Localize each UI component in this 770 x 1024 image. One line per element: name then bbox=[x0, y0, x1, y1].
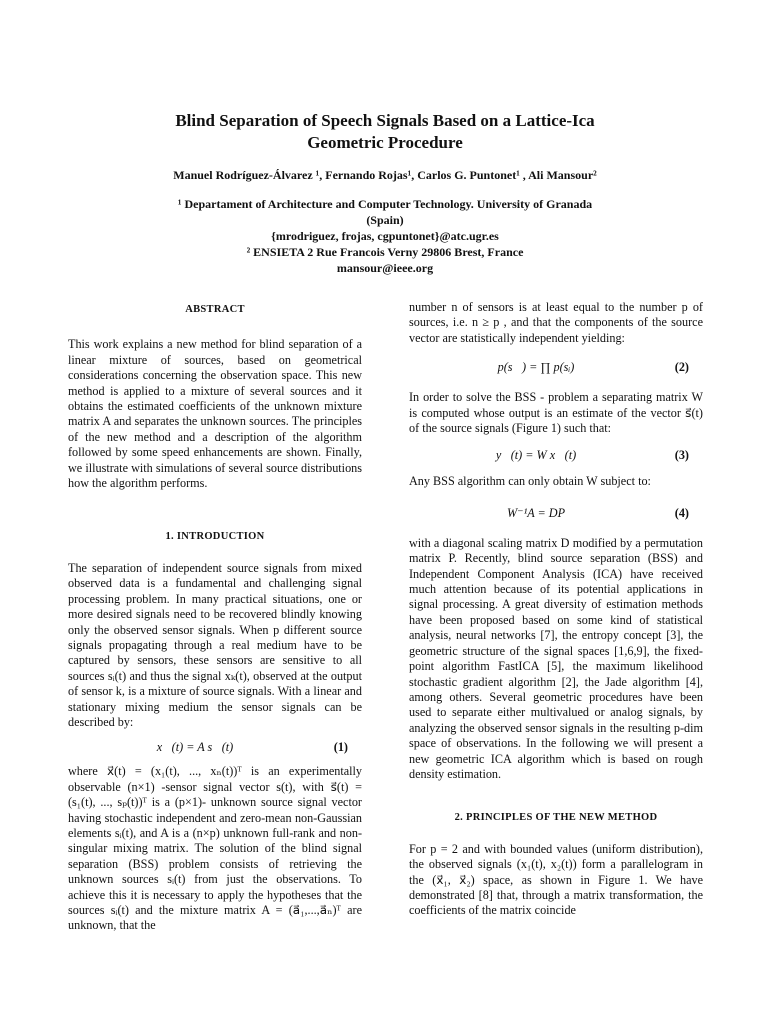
equation-2 bbox=[409, 346, 703, 390]
equation-1-number: (1) bbox=[333, 740, 348, 755]
title-line-1: Blind Separation of Speech Signals Based on a Lattice-Ica bbox=[175, 111, 595, 130]
equation-3-expression: y⃗(t) = W x⃗(t) bbox=[495, 448, 577, 463]
abstract-text: This work explains a new method for blind separation of a linear mixture of sources, based on geometrical considerations concerning the observation space. This new method is applied to a mixture of several sources and it obtains the estimated coefficients of the unknown mixture matrix A and separates the unknown sources. The principles of the new method and a description of the algorithm followed by some speed enhancements are shown. Finally, we illustrate with simulations of several source distributions how the algorithm performs. bbox=[68, 337, 362, 491]
right-column bbox=[409, 300, 703, 919]
affiliations bbox=[120, 196, 650, 276]
introduction-paragraph-2: where x⃗(t) = (x₁(t), ..., xₙ(t))ᵀ is an experimentally observable (n×1) -sensor signal vector s(t), with s⃗(t) = (s₁(t), ..., sₚ(t))ᵀ is a (p×1)- unknown source signal vector having stochastic independent and zero-mean non-Gaussian elements sᵢ(t), and A is a (n×p) unknown full-rank and non-singular mixing matrix. The solution of the blind signal separation (BSS) problem consists of retrieving the unknown sources sᵢ(t) from just the observations. To achieve this it is necessary to apply the hypotheses that the sources sᵢ(t) and the mixture matrix A = (a⃗₁,...,a⃗ₙ)ᵀ are unknown, that the bbox=[68, 764, 362, 933]
affiliation-line: (Spain) bbox=[366, 213, 404, 227]
equation-1-expression: x⃗(t) = A s⃗(t) bbox=[156, 740, 234, 755]
affiliation-line: ² ENSIETA 2 Rue Francois Verny 29806 Brest, France bbox=[246, 245, 524, 259]
left-column bbox=[68, 300, 362, 934]
affiliation-line: ¹ Departament of Architecture and Computer Technology. University of Granada bbox=[177, 197, 593, 211]
equation-4-expression: W⁻¹A = DP bbox=[506, 505, 566, 520]
right-paragraph-3: Any BSS algorithm can only obtain W subject to: bbox=[409, 474, 651, 489]
equation-3-number: (3) bbox=[674, 448, 689, 463]
right-paragraph-1: number n of sensors is at least equal to the number p of sources, i.e. n ≥ p , and that the components of the source vector are statistically independent yielding: bbox=[409, 300, 703, 345]
paper-title bbox=[110, 110, 660, 154]
title-line-2: Geometric Procedure bbox=[307, 133, 463, 152]
affiliation-email: mansour@ieee.org bbox=[336, 261, 434, 275]
equation-4 bbox=[409, 502, 703, 528]
equation-3 bbox=[409, 444, 703, 470]
right-paragraph-4: with a diagonal scaling matrix D modified by a permutation matrix P. Recently, blind source separation (BSS) and Independent Component Analysis (ICA) have received much attention because of its potential applications in signal processing. A great diversity of estimation methods have been proposed based on some kind of statistical analysis, neural networks [7], the entropy concept [3], the geometric structure of the signal spaces [1,6,9], the fixed-point algorithm FastICA [5], the maximum likelihood stochastic gradient algorithm [2], the Jade algorithm [4], among others. Several geometric procedures have been used to separate either multivalued or analog signals, by analyzing the observed sensor signals in the resulting p-dim space of observations. In the following we will present a new geometric ICA algorithm which is based on rough density estimation. bbox=[409, 535, 703, 781]
abstract-heading: ABSTRACT bbox=[185, 304, 245, 315]
equation-2-expression: p(s⃗) = ∏ p(sᵢ) bbox=[497, 360, 575, 375]
section-2-paragraph: For p = 2 and with bounded values (uniform distribution), the observed signals (x₁(t), x₂(t)) form a parallelogram in the (x⃗₁, x⃗₂) space, as shown in Figure 1. We have demonstrated [8] that, through a matrix transformation, the coefficients of the matrix coincide bbox=[409, 841, 703, 918]
section-2-heading: 2. PRINCIPLES OF THE NEW METHOD bbox=[454, 812, 658, 824]
introduction-heading: 1. INTRODUCTION bbox=[165, 531, 265, 543]
introduction-paragraph-1: The separation of independent source signals from mixed observed data is a fundamental and challenging signal processing problem. In many practical situations, one or more desired signals need to be recovered blindly knowing only the observed sensor signals. When p different source signals propagating through a real medium have to be captured by sensors, these sensors are sensitive to all sources sᵢ(t) and thus the signal xₖ(t), observed at the output of sensor k, is a mixture of source signals. With a linear and stationary mixing medium the sensor signals can be described by: bbox=[68, 560, 362, 729]
equation-2-number: (2) bbox=[674, 360, 689, 375]
equation-4-number: (4) bbox=[674, 505, 689, 520]
affiliation-emails: {mrodriguez, frojas, cgpuntonet}@atc.ugr.es bbox=[271, 229, 499, 243]
right-paragraph-2: In order to solve the BSS - problem a separating matrix W is computed whose output is an estimate of the vector s⃗(t) of the source signals (Figure 1) such that: bbox=[409, 390, 703, 436]
author-list: Manuel Rodríguez-Álvarez ¹, Fernando Rojas¹, Carlos G. Puntonet¹ , Ali Mansour² bbox=[173, 168, 597, 182]
equation-1 bbox=[68, 736, 362, 762]
